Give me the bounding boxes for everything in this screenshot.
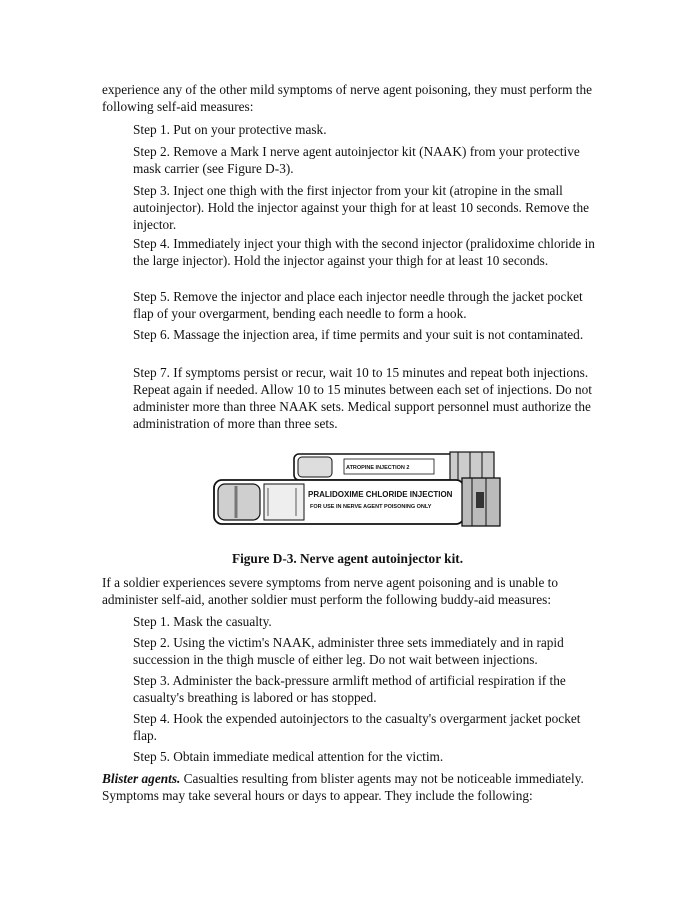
pralidoxime-sublabel: FOR USE IN NERVE AGENT POISONING ONLY <box>310 504 432 510</box>
figure-caption: Figure D-3. Nerve agent autoinjector kit. <box>231 551 464 566</box>
self-aid-step-6: Step 6. Massage the injection area, if time permits and your suit is not contaminated. <box>133 327 584 342</box>
blister-agents-text: Casualties resulting from blister agents may not be noticeable immediately. Symptoms may take several hours or days to appear. They include the following: <box>102 771 584 803</box>
pralidoxime-label: PRALIDOXIME CHLORIDE INJECTION <box>308 490 453 499</box>
atropine-label: ATROPINE INJECTION 2 <box>346 465 410 471</box>
blister-agents-heading: Blister agents. <box>102 771 181 786</box>
buddy-aid-step-3: Step 3. Administer the back-pressure armlift method of artificial respiration if the casualty's breathing is labored or has stopped. <box>133 673 566 705</box>
self-aid-step-1: Step 1. Put on your protective mask. <box>133 122 327 137</box>
buddy-aid-intro: If a soldier experiences severe symptoms from nerve agent poisoning and is unable to administer self-aid, another soldier must perform the following buddy-aid measures: <box>102 575 559 607</box>
blister-agents-paragraph <box>102 770 602 804</box>
self-aid-step-3: Step 3. Inject one thigh with the first injector from your kit (atropine in the small autoinjector). Hold the injector against your thigh for at least 10 seconds. Remove the injector. <box>133 183 590 232</box>
buddy-aid-step-5: Step 5. Obtain immediate medical attention for the victim. <box>133 749 444 764</box>
buddy-aid-step-4: Step 4. Hook the expended autoinjectors to the casualty's overgarment jacket pocket flap. <box>133 711 581 743</box>
self-aid-step-2: Step 2. Remove a Mark I nerve agent autoinjector kit (NAAK) from your protective mask carrier (see Figure D-3). <box>133 144 580 176</box>
pralidoxime-injector <box>214 478 500 526</box>
intro-paragraph: experience any of the other mild symptoms of nerve agent poisoning, they must perform the following self-aid measures: <box>102 82 593 114</box>
autoinjector-kit-illustration <box>206 448 506 540</box>
buddy-aid-step-2: Step 2. Using the victim's NAAK, administer three sets immediately and in rapid succession in the thigh muscle of either leg. Do not wait between injections. <box>133 635 564 667</box>
self-aid-step-5: Step 5. Remove the injector and place each injector needle through the jacket pocket flap of your overgarment, bending each needle to form a hook. <box>133 289 583 321</box>
self-aid-step-4: Step 4. Immediately inject your thigh with the second injector (pralidoxime chloride in the large injector). Hold the injector against your thigh for at least 10 seconds. <box>133 236 595 268</box>
self-aid-step-7: Step 7. If symptoms persist or recur, wait 10 to 15 minutes and repeat both injections. Repeat again if needed. Allow 10 to 15 minutes between each set of injections. Do not administer more than three NAAK sets. Medical support personnel must authorize the administration of more than three sets. <box>133 365 592 431</box>
buddy-aid-step-1: Step 1. Mask the casualty. <box>133 614 272 629</box>
